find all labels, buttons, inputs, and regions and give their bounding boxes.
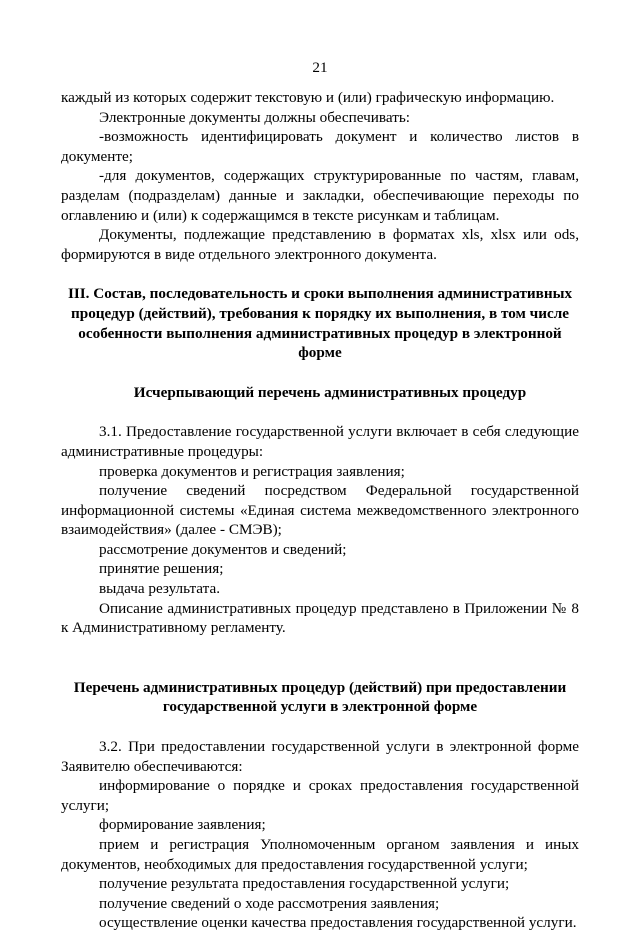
paragraph: 3.2. При предоставлении государственной услуги в электронной форме Заявителю обеспечиваются: [61, 738, 579, 775]
list-item: принятие решения; [99, 560, 224, 578]
subsection-heading: Исчерпывающий перечень административных процедур [133, 383, 527, 401]
list-item: проверка документов и регистрация заявления; [99, 462, 405, 480]
list-item: информирование о порядке и сроках предоставления государственной услуги; [61, 777, 579, 814]
paragraph: -возможность идентифицировать документ и количество листов в документе; [61, 128, 579, 165]
list-item: выдача результата. [99, 580, 220, 598]
paragraph: 3.1. Предоставление государственной услуги включает в себя следующие административные процедуры: [61, 423, 579, 460]
paragraph: Описание административных процедур представлено в Приложении № 8 к Административному регламенту. [61, 599, 579, 637]
list-item: прием и регистрация Уполномоченным органом заявления и иных документов, необходимых для предоставления государственной услуги; [61, 836, 579, 873]
list-item: получение сведений о ходе рассмотрения заявления; [99, 894, 440, 912]
paragraph: Документы, подлежащие представлению в форматах xls, xlsx или ods, формируются в виде отдельного электронного документа. [61, 226, 579, 263]
list-item: получение сведений посредством Федеральной государственной информационной системы «Единая система межведомственного электронного взаимодействия» (далее - СМЭВ); [61, 482, 579, 539]
section-heading: III. Состав, последовательность и сроки выполнения административных процедур (действий), требования к порядку их выполнения, в том числе особенности выполнения административных процедур в электронной форме [67, 285, 573, 362]
list-item: осуществление оценки качества предоставления государственной услуги. [99, 914, 577, 932]
list-item: формирование заявления; [99, 816, 266, 834]
page-number: 21 [312, 59, 328, 76]
paragraph: каждый из которых содержит текстовую и (или) графическую информацию. [61, 89, 555, 106]
list-item: рассмотрение документов и сведений; [99, 540, 347, 558]
list-item: получение результата предоставления государственной услуги; [99, 875, 510, 893]
page-content [61, 88, 579, 933]
paragraph: Электронные документы должны обеспечивать: [99, 108, 410, 126]
paragraph: -для документов, содержащих структурированные по частям, главам, разделам (подразделам) данные и закладки, обеспечивающие переходы по оглавлению и (или) к содержащимся в тексте рисункам и таблицам. [61, 167, 579, 224]
subsection-heading: Перечень административных процедур (действий) при предоставлении государственной услуги в электронной форме [73, 678, 567, 716]
